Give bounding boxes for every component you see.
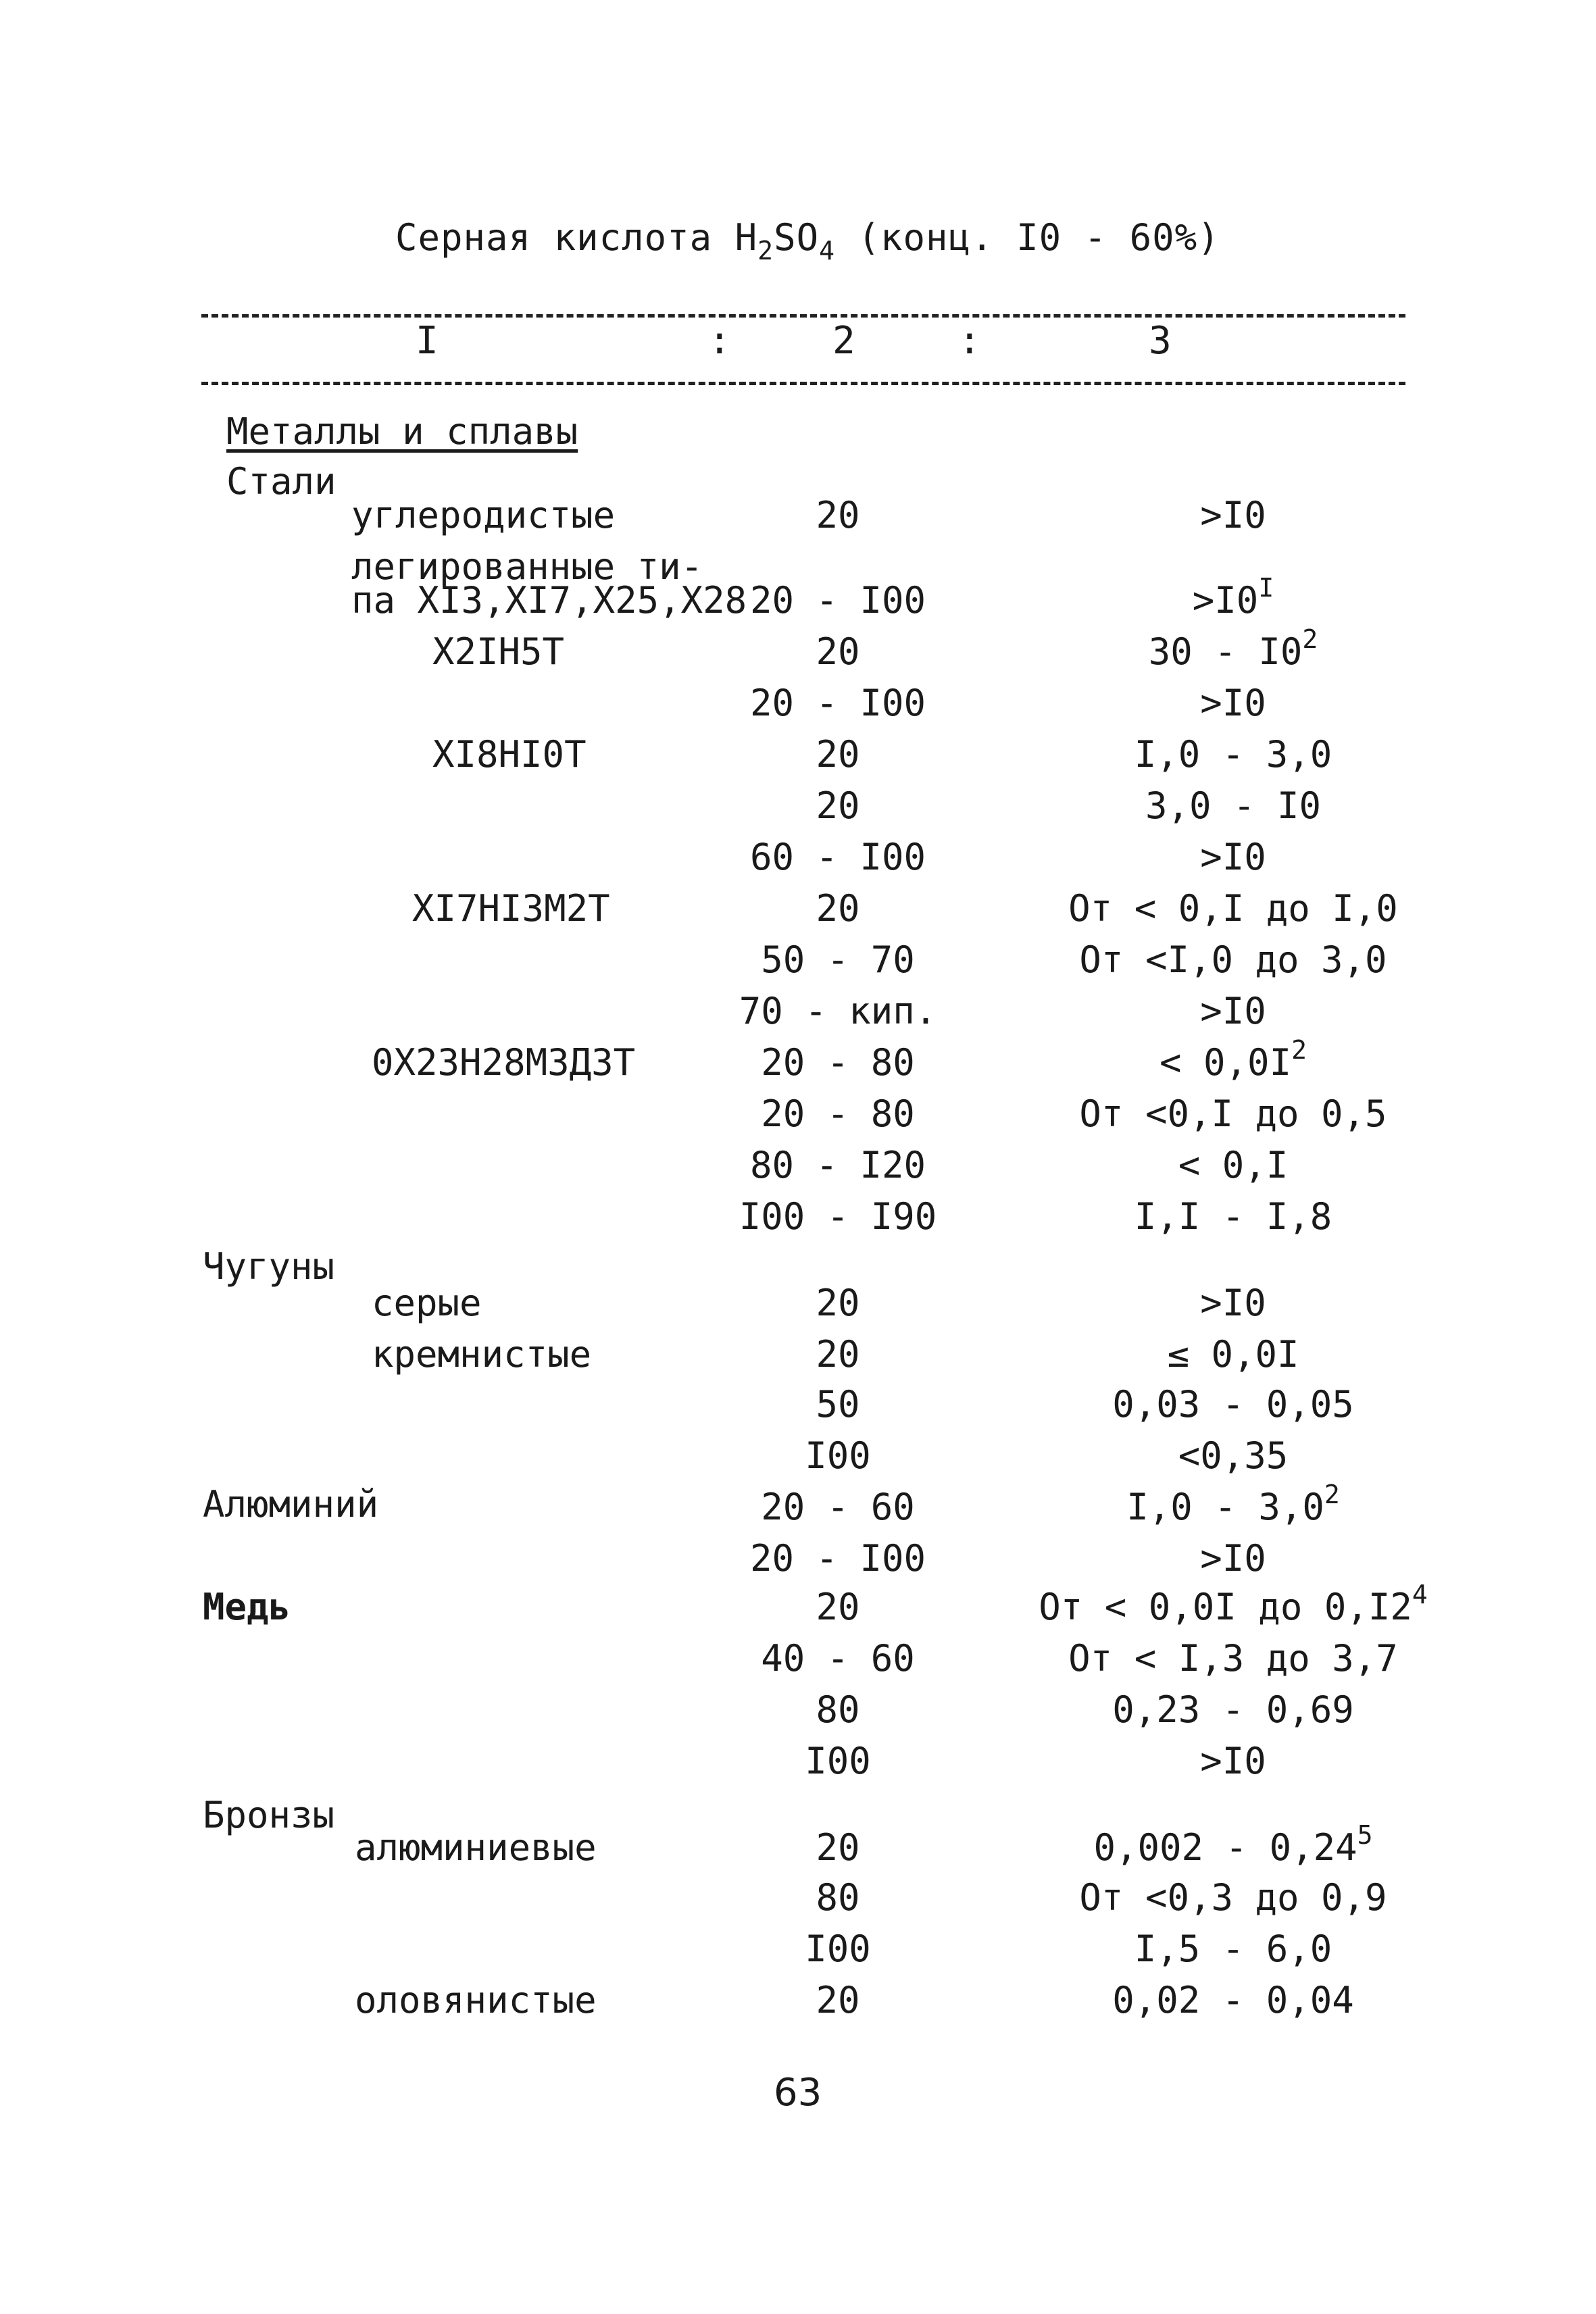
corrosion-rate: От <0,I до 0,5 bbox=[1079, 1092, 1387, 1135]
temperature-value: 20 bbox=[816, 784, 860, 827]
group-label-bronzes: Бронзы bbox=[203, 1794, 335, 1836]
temperature-value: 20 bbox=[816, 733, 860, 776]
temperature-value: 80 - I20 bbox=[749, 1144, 926, 1186]
temperature-value: I00 bbox=[805, 1740, 871, 1782]
temperature-value: 20 bbox=[816, 1586, 860, 1628]
temperature-value: 20 bbox=[816, 1826, 860, 1869]
corrosion-rate: От < 0,0I до $0,I2^4$ bbox=[1039, 1580, 1428, 1628]
corrosion-rate: >I0 bbox=[1200, 990, 1266, 1032]
corrosion-rate: >I0 bbox=[1200, 1537, 1266, 1580]
temperature-value: 20 - 80 bbox=[761, 1092, 915, 1135]
column-header-2: 2 bbox=[832, 319, 855, 363]
material-name: па XI3,XI7,X25,X28 bbox=[351, 579, 747, 622]
temperature-value: 20 - I00 bbox=[749, 1537, 926, 1580]
corrosion-rate: От <0,3 до 0,9 bbox=[1079, 1876, 1387, 1919]
corrosion-rate: I,I - I,8 bbox=[1134, 1195, 1332, 1238]
temperature-value: 20 - I00 bbox=[749, 579, 926, 622]
temperature-value: 20 bbox=[816, 1282, 860, 1324]
column-separator: : bbox=[708, 319, 731, 363]
group-label-aluminium: Алюминий bbox=[203, 1483, 379, 1526]
column-separator: : bbox=[958, 319, 981, 363]
temperature-value: 20 - I00 bbox=[749, 682, 926, 724]
corrosion-rate: 0,002 - 0,24$^5$ bbox=[1093, 1820, 1373, 1869]
corrosion-rate: $30 - I0^2$ bbox=[1148, 624, 1318, 673]
temperature-value: 80 bbox=[816, 1876, 860, 1919]
page-title: Серная кислота $H_2SO_4$ (конц. I0 - 60%) bbox=[395, 216, 1220, 266]
temperature-value: I00 bbox=[805, 1434, 871, 1477]
corrosion-rate: ≤ 0,0I bbox=[1167, 1333, 1299, 1376]
section-heading: Металлы и сплавы bbox=[226, 410, 578, 453]
material-name: углеродистые bbox=[351, 494, 616, 536]
corrosion-rate: 3,0 - I0 bbox=[1145, 784, 1322, 827]
temperature-value: 50 - 70 bbox=[761, 938, 915, 981]
corrosion-rate: От <I,0 до 3,0 bbox=[1079, 938, 1387, 981]
corrosion-rate: 0,02 - 0,04 bbox=[1112, 1979, 1354, 2021]
corrosion-rate: >I0 bbox=[1200, 682, 1266, 724]
corrosion-rate: < 0,I bbox=[1178, 1144, 1289, 1186]
temperature-value: 20 - 80 bbox=[761, 1041, 915, 1084]
material-name: XI7HI3M2T bbox=[412, 887, 610, 930]
corrosion-rate: >I0 bbox=[1200, 1740, 1266, 1782]
corrosion-rate: От < I,3 до 3,7 bbox=[1068, 1637, 1398, 1680]
table-header-rule bbox=[201, 382, 1405, 385]
corrosion-rate: < $0,0I^2$ bbox=[1159, 1035, 1307, 1084]
column-header-1: I bbox=[416, 319, 439, 363]
corrosion-rate: 0,23 - 0,69 bbox=[1112, 1688, 1354, 1731]
material-name: кремнистые bbox=[372, 1333, 592, 1376]
column-header-3: 3 bbox=[1149, 319, 1172, 363]
corrosion-rate: >I0 bbox=[1200, 494, 1266, 536]
material-name: 0X23H28M3Д3T bbox=[372, 1041, 636, 1084]
corrosion-rate: $>I0^I$ bbox=[1192, 573, 1274, 622]
corrosion-rate: I,0 - 3,0 bbox=[1134, 733, 1332, 776]
material-name: оловянистые bbox=[355, 1979, 597, 2021]
temperature-value: 20 bbox=[816, 1333, 860, 1376]
material-name: легированные ти- bbox=[351, 545, 703, 588]
temperature-value: 60 - I00 bbox=[749, 836, 926, 878]
group-label-copper: Медь bbox=[203, 1586, 291, 1628]
temperature-value: 80 bbox=[816, 1688, 860, 1731]
corrosion-rate: 0,03 - 0,05 bbox=[1112, 1383, 1354, 1426]
material-name: серые bbox=[372, 1282, 482, 1324]
temperature-value: 20 bbox=[816, 494, 860, 536]
temperature-value: 20 bbox=[816, 887, 860, 930]
temperature-value: I00 bbox=[805, 1928, 871, 1970]
corrosion-rate: I,5 - 6,0 bbox=[1134, 1928, 1332, 1970]
temperature-value: I00 - I90 bbox=[739, 1195, 937, 1238]
page-number: 63 bbox=[774, 2071, 822, 2115]
temperature-value: 20 bbox=[816, 630, 860, 673]
temperature-value: 70 - кип. bbox=[739, 990, 937, 1032]
corrosion-rate: От < 0,I до I,0 bbox=[1068, 887, 1398, 930]
corrosion-rate: <0,35 bbox=[1178, 1434, 1289, 1477]
temperature-value: 20 - 60 bbox=[761, 1486, 915, 1528]
temperature-value: 50 bbox=[816, 1383, 860, 1426]
corrosion-rate: >I0 bbox=[1200, 836, 1266, 878]
corrosion-rate: $I,0 - 3,0^2$ bbox=[1126, 1480, 1340, 1528]
group-label-steels: Стали bbox=[226, 460, 336, 503]
temperature-value: 20 bbox=[816, 1979, 860, 2021]
corrosion-rate: >I0 bbox=[1200, 1282, 1266, 1324]
group-label-cast-irons: Чугуны bbox=[203, 1245, 335, 1288]
material-name: X2IH5T bbox=[432, 630, 565, 673]
temperature-value: 40 - 60 bbox=[761, 1637, 915, 1680]
material-name: XI8HI0T bbox=[432, 733, 587, 776]
table-top-rule bbox=[201, 314, 1405, 318]
material-name: алюминиевые bbox=[355, 1826, 597, 1869]
